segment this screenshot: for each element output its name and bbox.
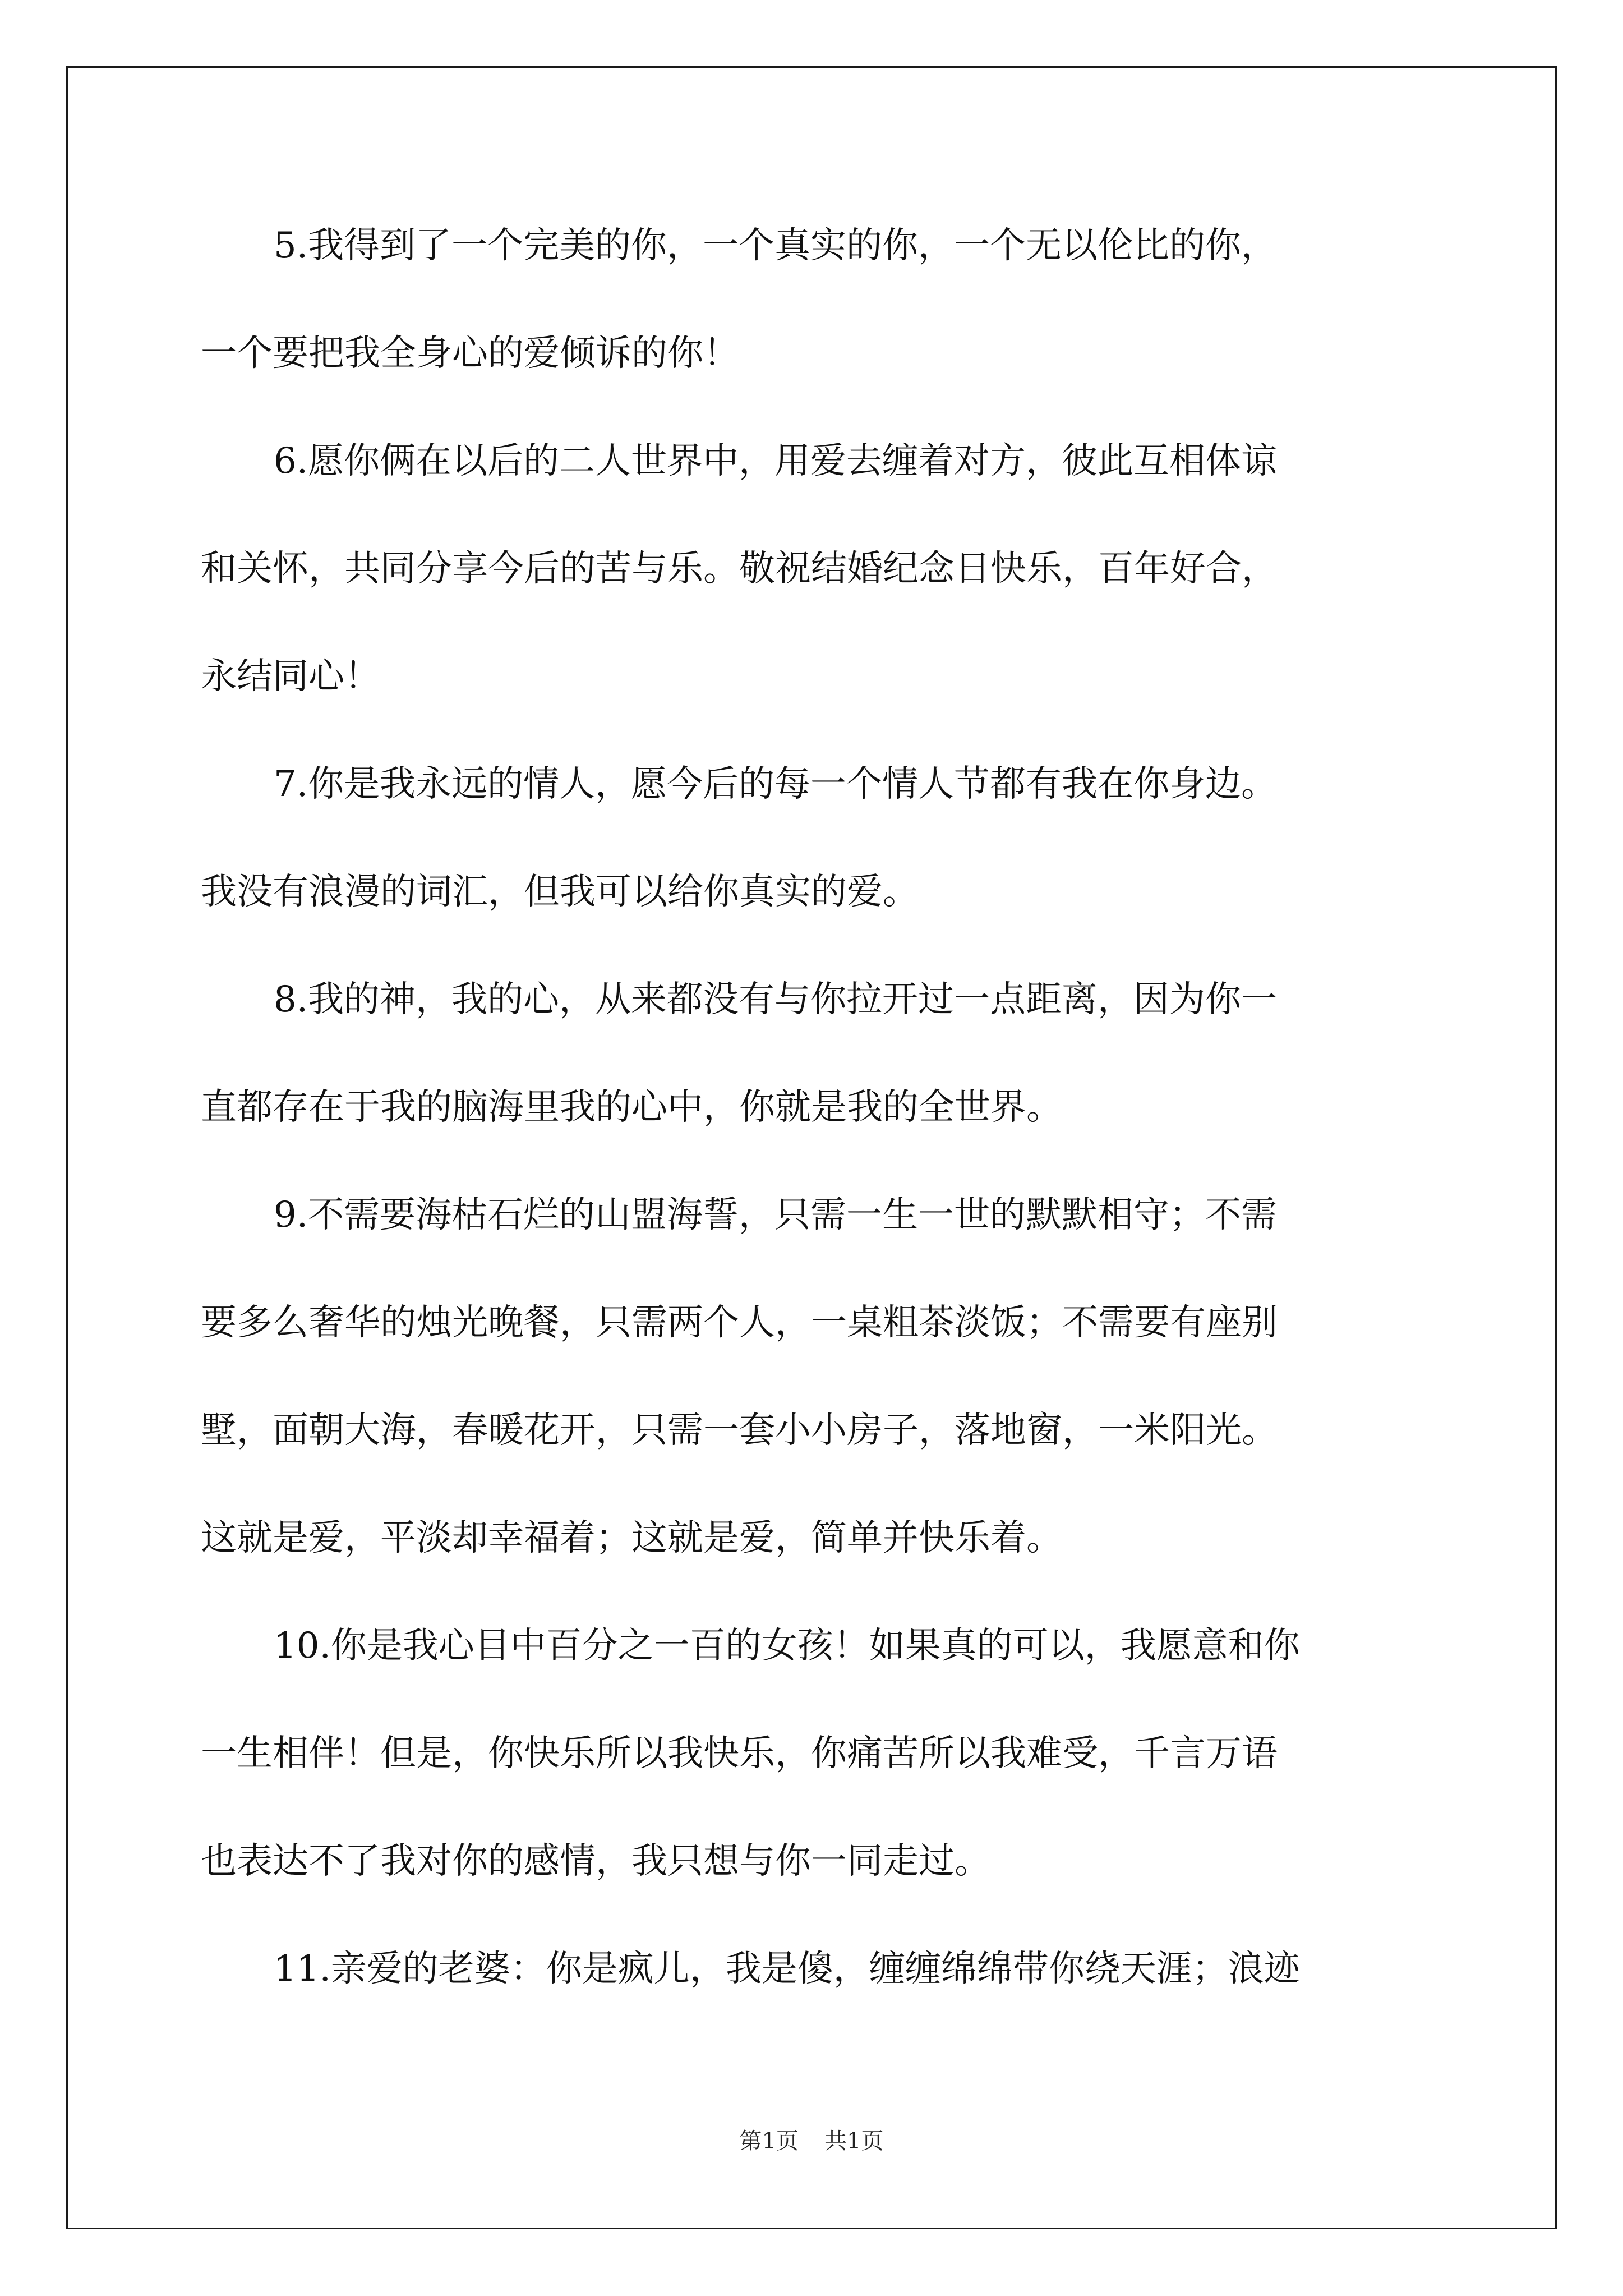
page-border (66, 66, 1557, 2229)
text-line: 11.亲爱的老婆：你是疯儿，我是傻，缠缠绵绵带你绕天涯；浪迹 (274, 1948, 1300, 1990)
page-number-total: 共1页 (824, 2128, 884, 2154)
page-number-current: 第1页 (739, 2128, 799, 2154)
text-line: 我没有浪漫的词汇，但我可以给你真实的爱。 (201, 871, 919, 913)
text-line: 一个要把我全身心的爱倾诉的你！ (201, 333, 739, 374)
text-line: 永结同心！ (201, 656, 380, 697)
text-line: 6.愿你俩在以后的二人世界中，用爱去缠着对方，彼此互相体谅 (274, 440, 1278, 482)
page-footer (0, 2127, 1623, 2155)
text-line: 要多么奢华的烛光晚餐，只需两个人，一桌粗茶淡饭；不需要有座别 (201, 1302, 1278, 1343)
text-line: 10.你是我心目中百分之一百的女孩！如果真的可以，我愿意和你 (274, 1625, 1300, 1667)
text-line: 墅，面朝大海，春暖花开，只需一套小小房子，落地窗，一米阳光。 (201, 1410, 1278, 1451)
text-line: 8.我的神，我的心，从来都没有与你拉开过一点距离，因为你一 (274, 979, 1278, 1020)
text-line: 5.我得到了一个完美的你，一个真实的你，一个无以伦比的你， (274, 225, 1278, 266)
text-line: 7.你是我永远的情人，愿今后的每一个情人节都有我在你身边。 (274, 763, 1278, 805)
text-line: 这就是爱，平淡却幸福着；这就是爱，简单并快乐着。 (201, 1517, 1062, 1559)
text-line: 直都存在于我的脑海里我的心中，你就是我的全世界。 (201, 1087, 1062, 1128)
text-line: 也表达不了我对你的感情，我只想与你一同走过。 (201, 1841, 990, 1882)
text-line: 一生相伴！但是，你快乐所以我快乐，你痛苦所以我难受，千言万语 (201, 1733, 1278, 1774)
text-line: 9.不需要海枯石烂的山盟海誓，只需一生一世的默默相守；不需 (274, 1194, 1278, 1236)
text-line: 和关怀，共同分享今后的苦与乐。敬祝结婚纪念日快乐，百年好合， (201, 548, 1278, 590)
